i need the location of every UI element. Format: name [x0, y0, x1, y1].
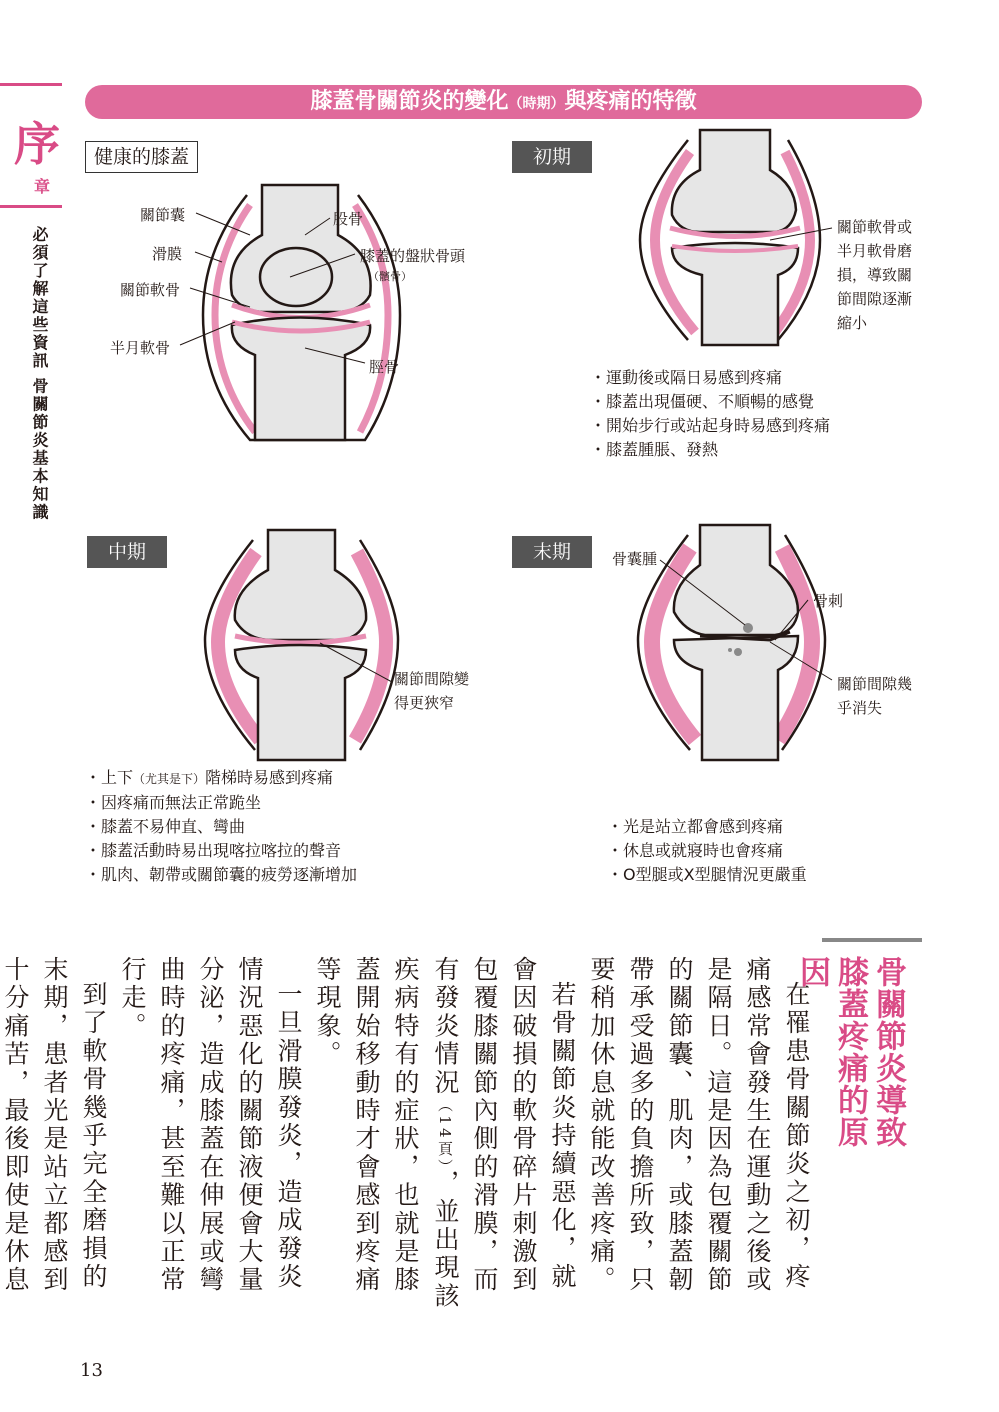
heading-rule: [822, 938, 922, 942]
chapter-char: 序: [14, 117, 60, 171]
label-meniscus: 半月軟骨: [110, 339, 171, 357]
title-main-small: （時期）: [508, 96, 565, 112]
side-vertical-title: 必須了解這些資訊 骨關節炎基本知識: [30, 226, 49, 522]
label-bone-spur: 骨刺: [813, 592, 844, 610]
list-item: ・ 運動後或隔日易感到疼痛: [590, 366, 830, 390]
middle-bullet1-b: 階梯時易感到疼痛: [205, 768, 334, 787]
label-synovium: 滑膜: [152, 245, 183, 263]
list-item: ・ 光是站立都會感到疼痛: [607, 815, 807, 839]
list-item: ・ 肌肉、韌帶或關節囊的疲勞逐漸增加: [85, 863, 357, 887]
middle-bullet1-sub: （尤其是下）: [133, 772, 206, 786]
chapter-label: 章: [34, 177, 51, 196]
early-symptoms: [590, 366, 830, 462]
title-main-b: 與疼痛的特徵: [564, 89, 697, 114]
list-item: ・ 膝蓋出現僵硬、不順暢的感覺: [590, 390, 830, 414]
middle-note-line: 關節間隙變: [394, 670, 470, 688]
article-paragraph: [308, 956, 582, 1316]
article-p2-note: （14頁）: [436, 1097, 454, 1170]
middle-note-line: 得更狹窄: [394, 694, 455, 712]
healthy-tibia: [232, 318, 370, 441]
early-note-line: 半月軟骨磨: [837, 242, 913, 260]
late-knee: [638, 525, 832, 760]
early-note-line: 關節軟骨或: [837, 218, 913, 236]
list-item: ・ 膝蓋腫脹、發熱: [590, 438, 830, 462]
list-item: [85, 766, 357, 791]
tag-early: 初期: [512, 141, 592, 173]
early-note: [837, 215, 912, 335]
article-heading-line: 膝蓋疼痛的原因: [794, 956, 868, 1148]
late-symptoms: [607, 815, 807, 887]
list-item: ・ 開始步行或站起身時易感到疼痛: [590, 414, 830, 438]
healthy-patella: [260, 248, 332, 306]
tag-late: 末期: [512, 536, 592, 568]
list-item: ・ 休息或就寢時也會疼痛: [607, 839, 807, 863]
late-note-line: 乎消失: [837, 699, 883, 717]
label-bone-cyst: 骨囊腫: [612, 550, 658, 568]
label-tibia: 脛骨: [369, 358, 400, 376]
early-knee: [640, 130, 832, 345]
list-item: ・ O型腿或X型腿情況更嚴重: [607, 863, 807, 887]
label-patella-sub: （髕骨）: [368, 270, 412, 283]
middle-bullet1-a: 上下: [101, 768, 134, 787]
list-item: ・ 因疼痛而無法正常跪坐: [85, 791, 357, 815]
healthy-knee: [180, 185, 400, 440]
article-paragraph: 到了軟骨幾乎完全磨損的末期，患者光是站立都感到十分痛苦，最後即使是休息: [1, 956, 108, 1295]
article-body: [1, 956, 816, 1316]
article-heading-line: 骨關節炎導致: [870, 956, 906, 1148]
early-note-line: 縮小: [837, 314, 868, 332]
middle-knee: [205, 530, 398, 760]
late-note-line: 關節間隙幾: [837, 675, 913, 693]
tag-middle: 中期: [87, 536, 167, 568]
early-note-line: 節間隙逐漸: [837, 290, 913, 308]
label-cartilage: 關節軟骨: [120, 281, 181, 299]
article-p2b: ，並出現該疾病特有的症狀，也就是膝蓋開始移動時才會感到疼痛等現象。: [313, 956, 460, 1311]
article-paragraph: 一旦滑膜發炎，造成發炎情況惡化的關節液便會大量分泌，造成膝蓋在伸展或彎曲時的疼痛，甚至難以正常行走。: [118, 956, 303, 1295]
middle-note: [394, 667, 469, 715]
list-item: ・ 膝蓋活動時易出現喀拉喀拉的聲音: [85, 839, 357, 863]
page-number: 13: [80, 1360, 103, 1381]
article-p2a: 若骨關節炎持續惡化，就會因破損的軟骨碎片刺激到包覆膝關節內側的滑膜，而有發炎情況: [431, 956, 577, 1295]
late-note: [837, 672, 912, 720]
middle-symptoms: [85, 766, 357, 887]
early-note-line: 損，導致關: [837, 266, 913, 284]
list-item: ・ 膝蓋不易伸直、彎曲: [85, 815, 357, 839]
label-patella: 膝蓋的盤狀骨頭: [360, 247, 466, 265]
label-femur: 股骨: [333, 210, 364, 228]
article-paragraph: 在罹患骨關節炎之初，疼痛感常會發生在運動之後或是隔日。這是因為包覆關節的關節囊、肌肉，或膝蓋韌帶承受過多的負擔所致，只要稍加休息就能改善疼痛。: [587, 956, 811, 1295]
title-main-a: 膝蓋骨關節炎的變化: [310, 89, 509, 114]
tag-healthy: 健康的膝蓋: [85, 141, 198, 173]
label-capsule: 關節囊: [140, 206, 186, 224]
